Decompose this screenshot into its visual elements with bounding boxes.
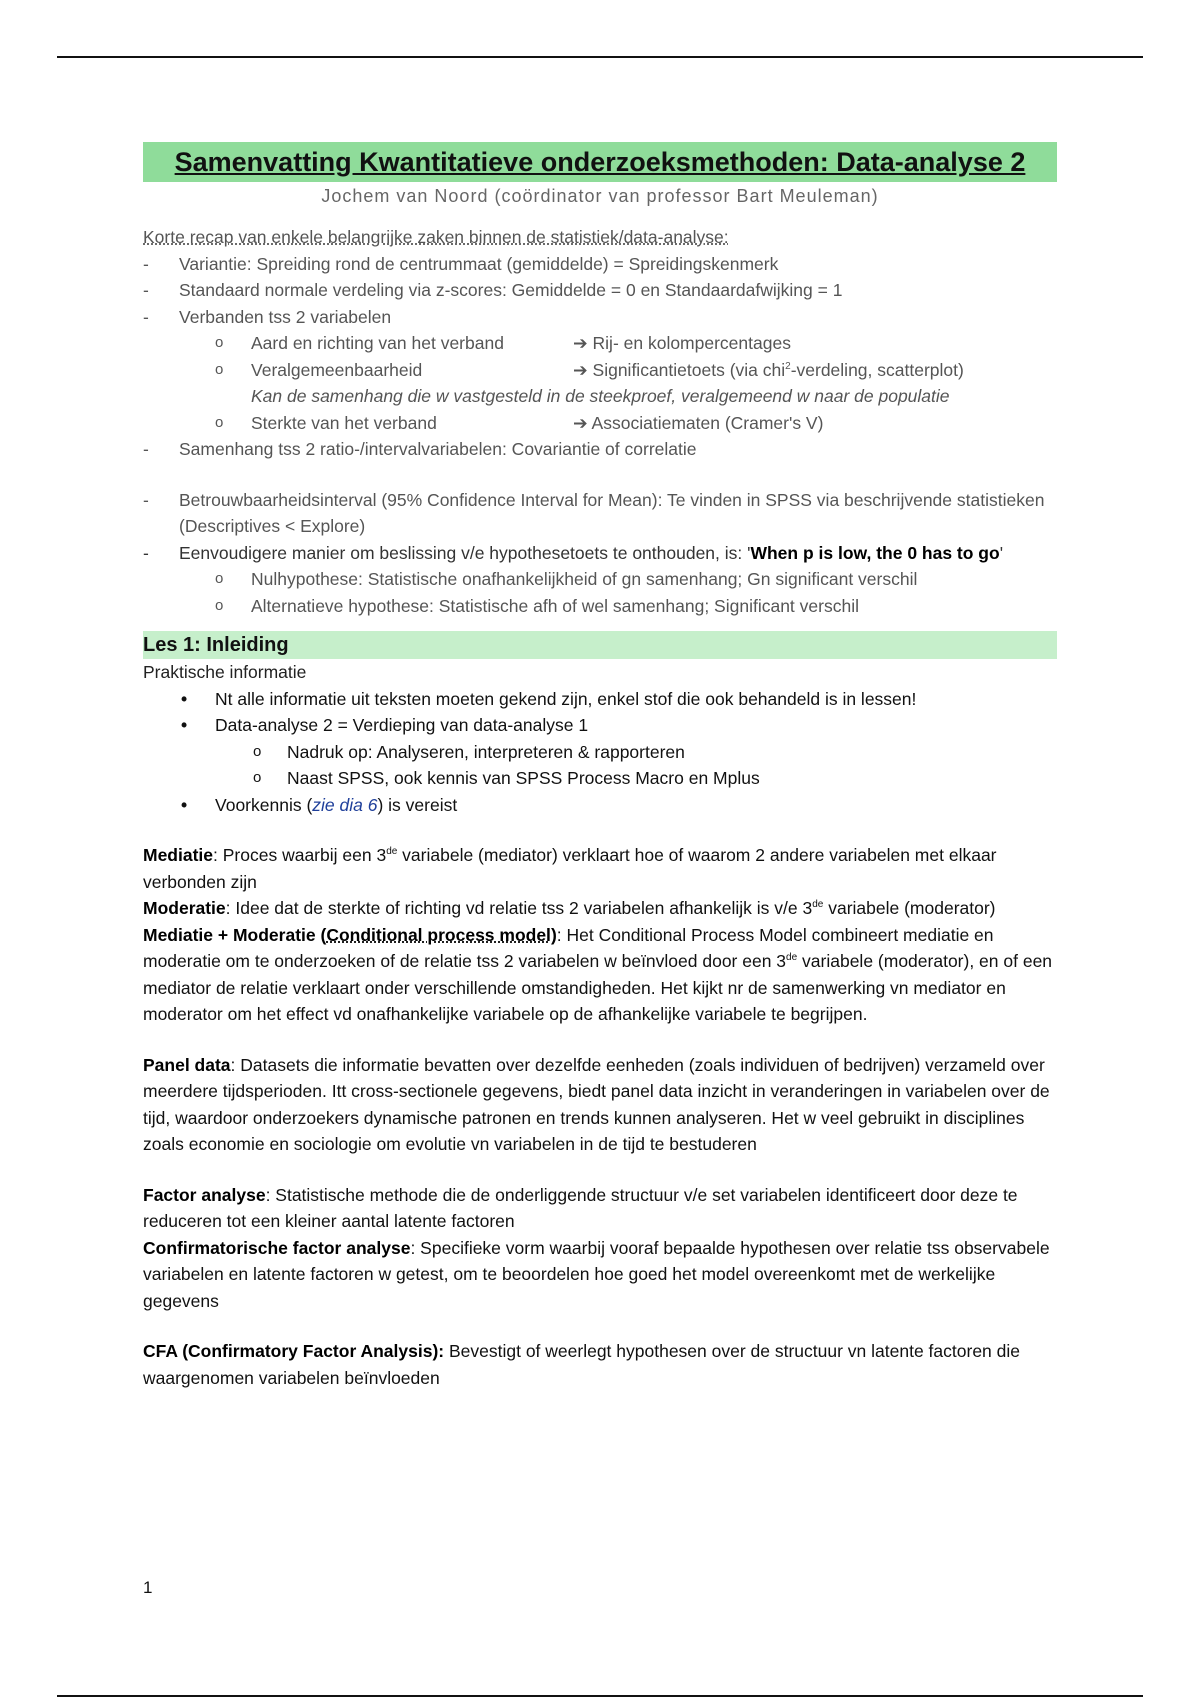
circle-bullet-icon: o bbox=[215, 413, 224, 431]
dash-marker: - bbox=[143, 542, 149, 563]
recap-subitem: o Aard en richting van het verband ➔ Rij- en kolompercentages bbox=[143, 330, 1057, 357]
recap-heading: Korte recap van enkele belangrijke zaken binnen de statistiek/data-analyse: bbox=[143, 227, 729, 247]
definition-confirmatorische-factor-analyse: Confirmatorische factor analyse: Specifieke vorm waarbij vooraf bepaalde hypothesen over relatie tss observabele variabelen en latente factoren w getest, om te beoordelen hoe goed het model overeenkomt met de werkelijke gegevens bbox=[143, 1237, 1050, 1311]
bullet-icon: • bbox=[181, 688, 188, 709]
document-page bbox=[143, 142, 1057, 1391]
circle-bullet-icon: o bbox=[253, 769, 262, 786]
dash-marker: - bbox=[143, 489, 149, 510]
list-item: • Data-analyse 2 = Verdieping van data-analyse 1 bbox=[143, 712, 1057, 739]
dash-marker: - bbox=[143, 306, 149, 327]
circle-bullet-icon: o bbox=[215, 334, 224, 351]
arrow-note: ➔ Rij- en kolompercentages bbox=[573, 333, 791, 353]
bullet-icon: • bbox=[181, 794, 188, 815]
circle-bullet-icon: o bbox=[215, 596, 224, 614]
circle-bullet-icon: o bbox=[215, 570, 224, 587]
list-subitem: o Nadruk op: Analyseren, interpreteren & rapporteren bbox=[143, 739, 1057, 766]
definition-mediatie: Mediatie: Proces waarbij een 3de variabele (mediator) verklaart hoe of waarom 2 andere variabelen met elkaar verbonden zijn bbox=[143, 845, 997, 892]
recap-item: - Betrouwbaarheidsinterval (95% Confidence Interval for Mean): Te vinden in SPSS via beschrijvende statistieken (Descriptives < Explore) bbox=[143, 487, 1057, 540]
recap-note: Kan de samenhang die w vastgesteld in de steekproef, veralgemeend w naar de populatie bbox=[251, 386, 950, 406]
document-subtitle: Jochem van Noord (coördinator van professor Bart Meuleman) bbox=[321, 186, 879, 206]
slide-reference-link[interactable]: zie dia 6 bbox=[312, 794, 378, 815]
document-title: Samenvatting Kwantitatieve onderzoeksmethoden: Data-analyse 2 bbox=[143, 142, 1057, 182]
list-item: • Voorkennis (zie dia 6) is vereist bbox=[143, 792, 1057, 819]
header-rule bbox=[57, 56, 1143, 58]
recap-subitem: o Nulhypothese: Statistische onafhankelijkheid of gn samenhang; Gn significant verschil bbox=[143, 566, 1057, 593]
list-subitem: o Naast SPSS, ook kennis van SPSS Process Macro en Mplus bbox=[143, 765, 1057, 792]
dash-marker: - bbox=[143, 280, 149, 300]
definition-factor-analyse: Factor analyse: Statistische methode die de onderliggende structuur v/e set variabelen identificeert door deze te reduceren tot een kleiner aantal latente factoren bbox=[143, 1184, 1018, 1231]
section-heading-les1: Les 1: Inleiding bbox=[143, 631, 1057, 659]
recap-item: - Standaard normale verdeling via z-scores: Gemiddelde = 0 en Standaardafwijking = 1 bbox=[143, 277, 1057, 304]
bullet-icon: • bbox=[181, 715, 188, 735]
recap-item: - Verbanden tss 2 variabelen bbox=[143, 304, 1057, 331]
circle-bullet-icon: o bbox=[215, 360, 224, 378]
arrow-note: ➔ Significantietoets (via chi$^2$-verdeling, scatterplot) bbox=[573, 359, 964, 380]
recap-subitem: o Veralgemeenbaarheid ➔ Significantietoets (via chi$^2$-verdeling, scatterplot) bbox=[143, 357, 1057, 384]
recap-item: - Eenvoudigere manier om beslissing v/e hypothesetoets te onthouden, is: 'When p is low, the 0 has to go' bbox=[143, 540, 1057, 567]
dash-marker: - bbox=[143, 253, 149, 274]
definition-moderatie: Moderatie: Idee dat de sterkte of richting vd relatie tss 2 variabelen afhankelijk is v/e 3de variabele (moderator) bbox=[143, 898, 996, 918]
definition-panel-data: Panel data: Datasets die informatie bevatten over dezelfde eenheden (zoals individuen of bedrijven) verzameld over meerdere tijdsperioden. Itt cross-sectionele gegevens, biedt panel data inzicht in veranderingen in variabelen over de tijd, waardoor onderzoekers dynamische patronen en trends kunnen analyseren. Het w veel gebruikt in disciplines zoals economie en sociologie om evolutie vn variabelen in de tijd te bestuderen bbox=[143, 1054, 1050, 1154]
page-number: 1 bbox=[143, 1578, 153, 1597]
dash-marker: - bbox=[143, 439, 149, 459]
recap-item: - Samenhang tss 2 ratio-/intervalvariabelen: Covariantie of correlatie bbox=[143, 436, 1057, 463]
arrow-note: ➔ Associatiematen (Cramer's V) bbox=[573, 412, 824, 433]
circle-bullet-icon: o bbox=[253, 742, 262, 760]
recap-subitem: o Alternatieve hypothese: Statistische afh of wel samenhang; Significant verschil bbox=[143, 593, 1057, 620]
subheading: Praktische informatie bbox=[143, 662, 307, 682]
list-item: • Nt alle informatie uit teksten moeten gekend zijn, enkel stof die ook behandeld is in lessen! bbox=[143, 686, 1057, 713]
recap-subitem: o Sterkte van het verband ➔ Associatiematen (Cramer's V) bbox=[143, 410, 1057, 437]
footer-rule bbox=[57, 1695, 1143, 1697]
definition-mediatie-moderatie: Mediatie + Moderatie (Conditional process model): Het Conditional Process Model combineert mediatie en moderatie om te onderzoeken of de relatie tss 2 variabelen w beïnvloed door een 3de variabele (moderator), en of een mediator de relatie verklaart onder verschillende omstandigheden. Het kijkt nr de samenwerking vn mediator en moderator om het effect vd onafhankelijke variabele op de afhankelijke variabele te begrijpen. bbox=[143, 924, 1053, 1024]
recap-item: - Variantie: Spreiding rond de centrummaat (gemiddelde) = Spreidingskenmerk bbox=[143, 251, 1057, 278]
definition-cfa: CFA (Confirmatory Factor Analysis): Bevestigt of weerlegt hypothesen over de structuur vn latente factoren die waargenomen variabelen beïnvloeden bbox=[143, 1341, 1021, 1388]
